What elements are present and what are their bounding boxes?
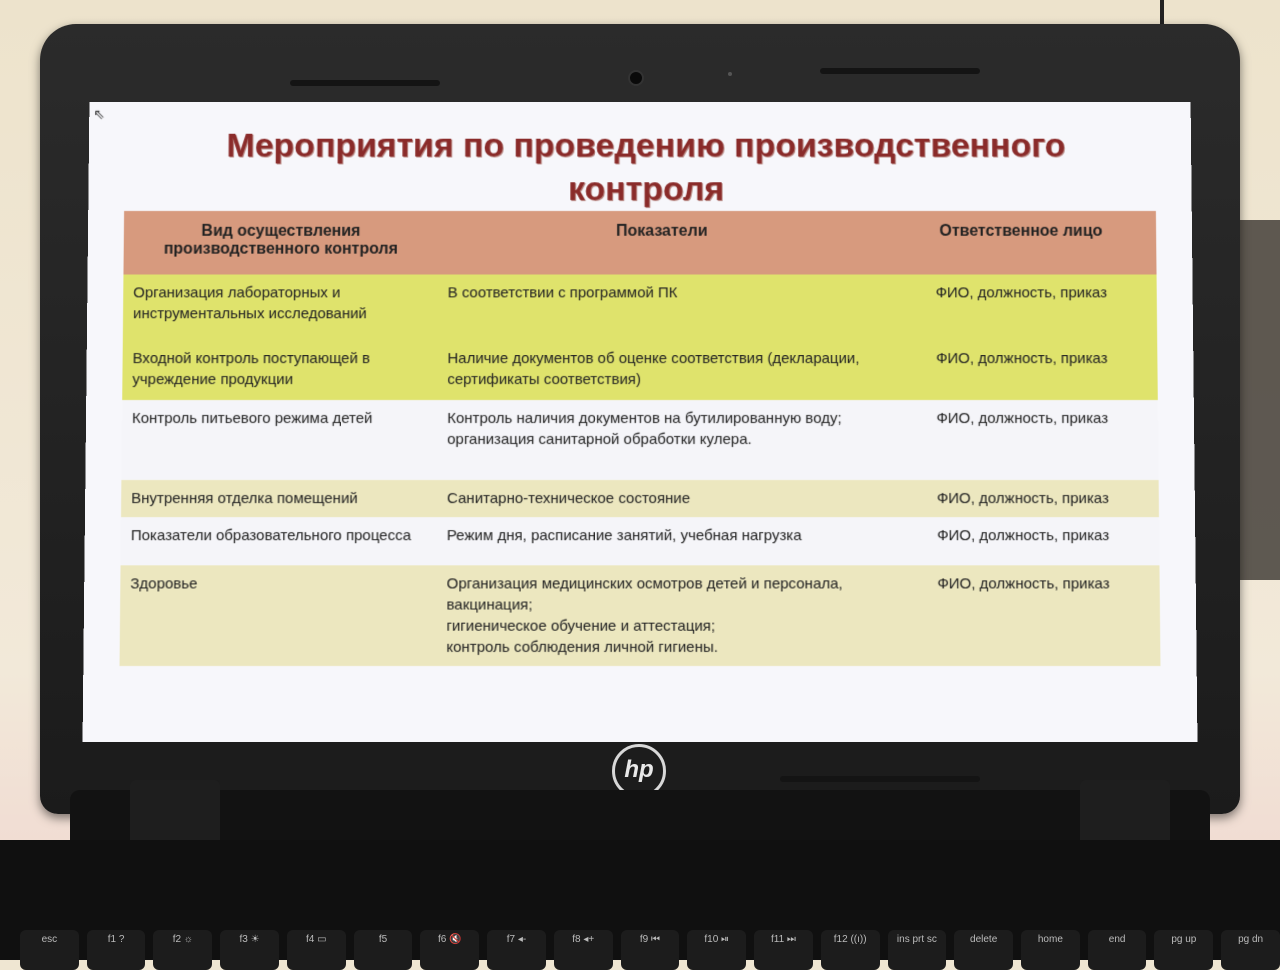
key-f10[interactable]: f10 ⏯	[687, 930, 746, 970]
table-row	[122, 340, 1158, 400]
slide-title: Мероприятия по проведению производственного контроля	[226, 126, 1066, 209]
key-f12[interactable]: f12 ((ı))	[821, 930, 880, 970]
row-kind: Внутренняя отделка помещений	[121, 480, 437, 517]
key-f2[interactable]: f2 ☼	[153, 930, 212, 970]
key-f6[interactable]: f6 🔇	[420, 930, 479, 970]
key-f8[interactable]: f8 ◂+	[554, 930, 613, 970]
key-f1[interactable]: f1 ?	[87, 930, 146, 970]
row-indicator: Организация медицинских осмотров детей и персонала, вакцинация; гигиеническое обучение и аттестация; контроль соблюдения личной гигиены.	[436, 565, 887, 666]
key-pgup[interactable]: pg up	[1154, 930, 1213, 970]
bezel-slot-left	[290, 80, 440, 86]
key-f9[interactable]: f9 ⏮	[621, 930, 680, 970]
bezel-slot-right	[820, 68, 980, 74]
row-responsible: ФИО, должность, приказ	[886, 400, 1158, 480]
table-row	[121, 517, 1160, 565]
key-esc[interactable]: esc	[20, 930, 79, 970]
control-table	[120, 211, 1161, 666]
table-header-row	[123, 211, 1156, 275]
row-responsible: ФИО, должность, приказ	[886, 340, 1158, 400]
table-row	[120, 565, 1161, 666]
header-kind: Вид осуществления производственного контроля	[123, 211, 438, 275]
webcam-light	[728, 72, 732, 76]
key-f7[interactable]: f7 ◂-	[487, 930, 546, 970]
table-row	[121, 400, 1158, 480]
header-indicators: Показатели	[438, 211, 886, 275]
laptop-screen	[83, 102, 1198, 742]
key-f11[interactable]: f11 ⏭	[754, 930, 813, 970]
hp-logo: hp	[612, 744, 666, 798]
mouse-cursor-icon: ⇖	[93, 106, 106, 122]
row-responsible: ФИО, должность, приказ	[887, 517, 1159, 565]
row-responsible: ФИО, должность, приказ	[886, 275, 1157, 341]
row-indicator: Режим дня, расписание занятий, учебная нагрузка	[437, 517, 888, 565]
row-kind: Входной контроль поступающей в учреждение продукции	[122, 340, 437, 400]
row-responsible: ФИО, должность, приказ	[887, 565, 1160, 666]
webcam	[628, 70, 644, 86]
row-kind: Контроль питьевого режима детей	[121, 400, 437, 480]
row-kind: Организация лабораторных и инструментальных исследований	[123, 275, 438, 341]
row-kind: Показатели образовательного процесса	[121, 517, 437, 565]
key-delete[interactable]: delete	[954, 930, 1013, 970]
key-end[interactable]: end	[1088, 930, 1147, 970]
row-indicator: Наличие документов об оценке соответствия (декларации, сертификаты соответствия)	[437, 340, 886, 400]
table-row	[121, 480, 1159, 517]
row-responsible: ФИО, должность, приказ	[887, 480, 1159, 517]
row-indicator: Санитарно-техническое состояние	[437, 480, 887, 517]
row-kind: Здоровье	[120, 565, 437, 666]
bezel-slot-bottom	[780, 776, 980, 782]
key-f5[interactable]: f5	[354, 930, 413, 970]
function-key-row	[20, 930, 1280, 970]
key-f4[interactable]: f4 ▭	[287, 930, 346, 970]
key-prtsc[interactable]: ins prt sc	[888, 930, 947, 970]
row-indicator: Контроль наличия документов на бутилированную воду; организация санитарной обработки кулера.	[437, 400, 887, 480]
header-responsible: Ответственное лицо	[886, 211, 1157, 275]
table-row	[123, 275, 1157, 341]
key-home[interactable]: home	[1021, 930, 1080, 970]
key-f3[interactable]: f3 ☀	[220, 930, 279, 970]
row-indicator: В соответствии с программой ПК	[438, 275, 887, 341]
key-pgdn[interactable]: pg dn	[1221, 930, 1280, 970]
